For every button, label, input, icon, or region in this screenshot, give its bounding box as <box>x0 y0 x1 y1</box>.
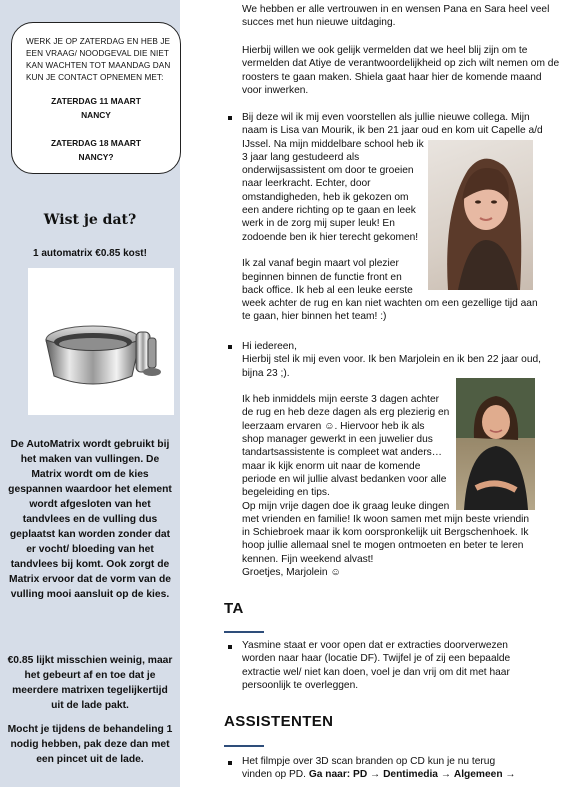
bullet-point <box>228 116 232 120</box>
text-line: shop manager gewerkt in een juwelier dus <box>242 434 433 446</box>
callout-name: NANCY <box>81 110 111 120</box>
text-line: naam is Lisa van Mourik, ik ben 21 jaar oud en kom uit Capelle a/d <box>242 125 543 137</box>
text-line: Groetjes, Marjolein ☺ <box>242 567 341 579</box>
marjolein-photo <box>456 378 535 510</box>
automatrix-illustration <box>28 268 174 415</box>
assistenten-text <box>242 755 567 782</box>
section-heading-ta: TA <box>224 600 244 617</box>
portrait-illustration <box>456 378 535 510</box>
heading-divider <box>224 745 264 747</box>
paragraph-pana-sara: We hebben er alle vertrouwen in en wensen Pana en Sara heel veel succes met hun nieuwe uitdaging. <box>242 4 550 29</box>
bullet-point <box>228 761 232 765</box>
automatrix-image <box>28 268 174 415</box>
automatrix-price: 1 automatrix €0.85 kost! <box>33 248 147 259</box>
text-line: de rug en heb deze dagen als erg plezierig en <box>242 407 450 419</box>
path-segment: PD <box>353 769 368 781</box>
text-line: periode en wil jullie alvast bedanken voor alle <box>242 473 447 485</box>
text-line: Hierbij stel ik mij even voor. Ik ben Marjolein en ik ben 22 jaar oud, <box>242 354 541 366</box>
text-fragment: vinden op PD. <box>242 769 306 781</box>
bullet-point <box>228 645 232 649</box>
arrow-right-icon: → <box>440 769 452 781</box>
text-line: omstandigheden, heb ik gekozen om <box>242 191 409 203</box>
bullet-point <box>228 345 232 349</box>
text-line: 3 jaar lang gestudeerd als <box>242 151 360 163</box>
text-line: Ik heb inmiddels mijn eerste 3 dagen achter <box>242 394 440 406</box>
text-line: extractie wel/ niet kan doen, voel je dan vrij om dit met haar <box>242 666 510 678</box>
text-line: bijna 23 ;). <box>242 367 290 379</box>
arrow-right-icon: → <box>370 769 381 781</box>
ta-text <box>242 639 567 692</box>
paragraph-roosters: Hierbij willen we ook gelijk vermelden dat we heel blij zijn om te vermelden dat Atiye de verantwoordelijkheid op zich wilt nemen om de roosters te gaan maken. Shiela gaat haar hier de komende maand voor inwerken. <box>242 45 560 96</box>
sidebar <box>0 0 180 787</box>
callout-name: NANCY? <box>78 152 114 162</box>
text-line: leerzaam ervaren ☺. Hiervoor heb ik als <box>242 420 425 432</box>
text-line: zodoende ben ik hier terecht gekomen! <box>242 231 419 243</box>
text-line: maar ik kijk enorm uit naar de komende <box>242 460 421 472</box>
heading-divider <box>224 631 264 633</box>
text-line: week achter de rug en kan niet wachten om een gezellige tijd aan <box>242 298 538 310</box>
automatrix-description: De AutoMatrix wordt gebruikt bij het maken van vullingen. De Matrix wordt om de kies gespannen waardoor het element wordt afgesloten van het tandvlees en de vulling dus geplaatst kan worden zonder dat er vocht/ bloeding van het tandvlees bij komt. Ook zorgt de Matrix ervoor dat de vorm van de vulling mooi aansluit op de kies. <box>8 439 172 600</box>
text-line: Yasmine staat er voor open dat er extracties doorverwezen <box>242 640 508 651</box>
path-segment: Dentimedia <box>383 769 438 781</box>
text-line: IJssel. Na mijn middelbare school heb ik <box>242 138 424 150</box>
text-line: tandartsassistente is compleet wat anders… <box>242 447 442 459</box>
arrow-right-icon: → <box>505 769 516 781</box>
text-line: back office. Ik heb al een leuke eerste <box>242 284 413 296</box>
text-line: werk in de zorg mij super leuk! En <box>242 218 395 230</box>
text-line: een andere richting op te gaan en leek <box>242 205 416 217</box>
text-line: Bij deze wil ik mij even voorstellen als jullie nieuwe collega. Mijn <box>242 112 530 123</box>
text-line: Hi iedereen, <box>242 341 297 352</box>
text-line: Op mijn vrije dagen doe ik graag leuke dingen <box>242 500 450 512</box>
portrait-illustration <box>428 140 533 290</box>
text-line: met vrienden en familie! Ik woon samen met mijn beste vriendin <box>242 513 530 525</box>
text-line: beginnen binnen de functie front en <box>242 271 402 283</box>
callout-date: ZATERDAG 11 MAART <box>51 96 141 106</box>
navigation-path-line <box>242 768 567 781</box>
automatrix-cost-note: €0.85 lijkt misschien weinig, maar het gebeurt af en toe dat je meerdere matrixen tegelijkertijd uit de lade pakt. <box>7 655 173 711</box>
weekend-contact-callout <box>11 22 181 174</box>
callout-intro: WERK JE OP ZATERDAG EN HEB JE EEN VRAAG/ NOODGEVAL DIE NIET KAN WACHTEN TOT MAANDAG DAN KUN JE CONTACT OPNEMEN MET: <box>26 37 171 82</box>
text-line: te gaan, hier binnen het team! :) <box>242 311 387 323</box>
text-line: onderwijsassistent om door te groeien <box>242 165 414 177</box>
text-line: Het filmpje over 3D scan branden op CD kun je nu terug <box>242 756 496 767</box>
path-segment: Algemeen <box>453 769 503 781</box>
text-line: worden naar haar (locatie DF). Twijfel je of zij een bepaalde <box>242 653 511 665</box>
automatrix-tip: Mocht je tijdens de behandeling 1 nodig hebben, pak deze dan met een pincet uit de lade. <box>7 724 173 765</box>
callout-date: ZATERDAG 18 MAART <box>50 138 142 148</box>
text-line: in Schiebroek maar ik kom oorspronkelijk uit Bergschenhoek. Ik <box>242 527 529 539</box>
text-line: begeleiding en tips. <box>242 487 330 499</box>
text-line: Ik zal vanaf begin maart vol plezier <box>242 258 399 270</box>
nav-label: Ga naar: <box>308 769 351 781</box>
text-line: kennen. Fijn weekend alvast! <box>242 553 374 565</box>
text-line: naar leerkracht. Echter, door <box>242 178 371 190</box>
wist-je-dat-heading: Wist je dat? <box>43 212 137 228</box>
text-line: hoop jullie allemaal snel te mogen ontmoeten en beter te leren <box>242 540 524 552</box>
text-line: persoonlijk te overleggen. <box>242 679 359 691</box>
lisa-photo <box>428 140 533 290</box>
section-heading-assistenten: ASSISTENTEN <box>224 713 334 730</box>
